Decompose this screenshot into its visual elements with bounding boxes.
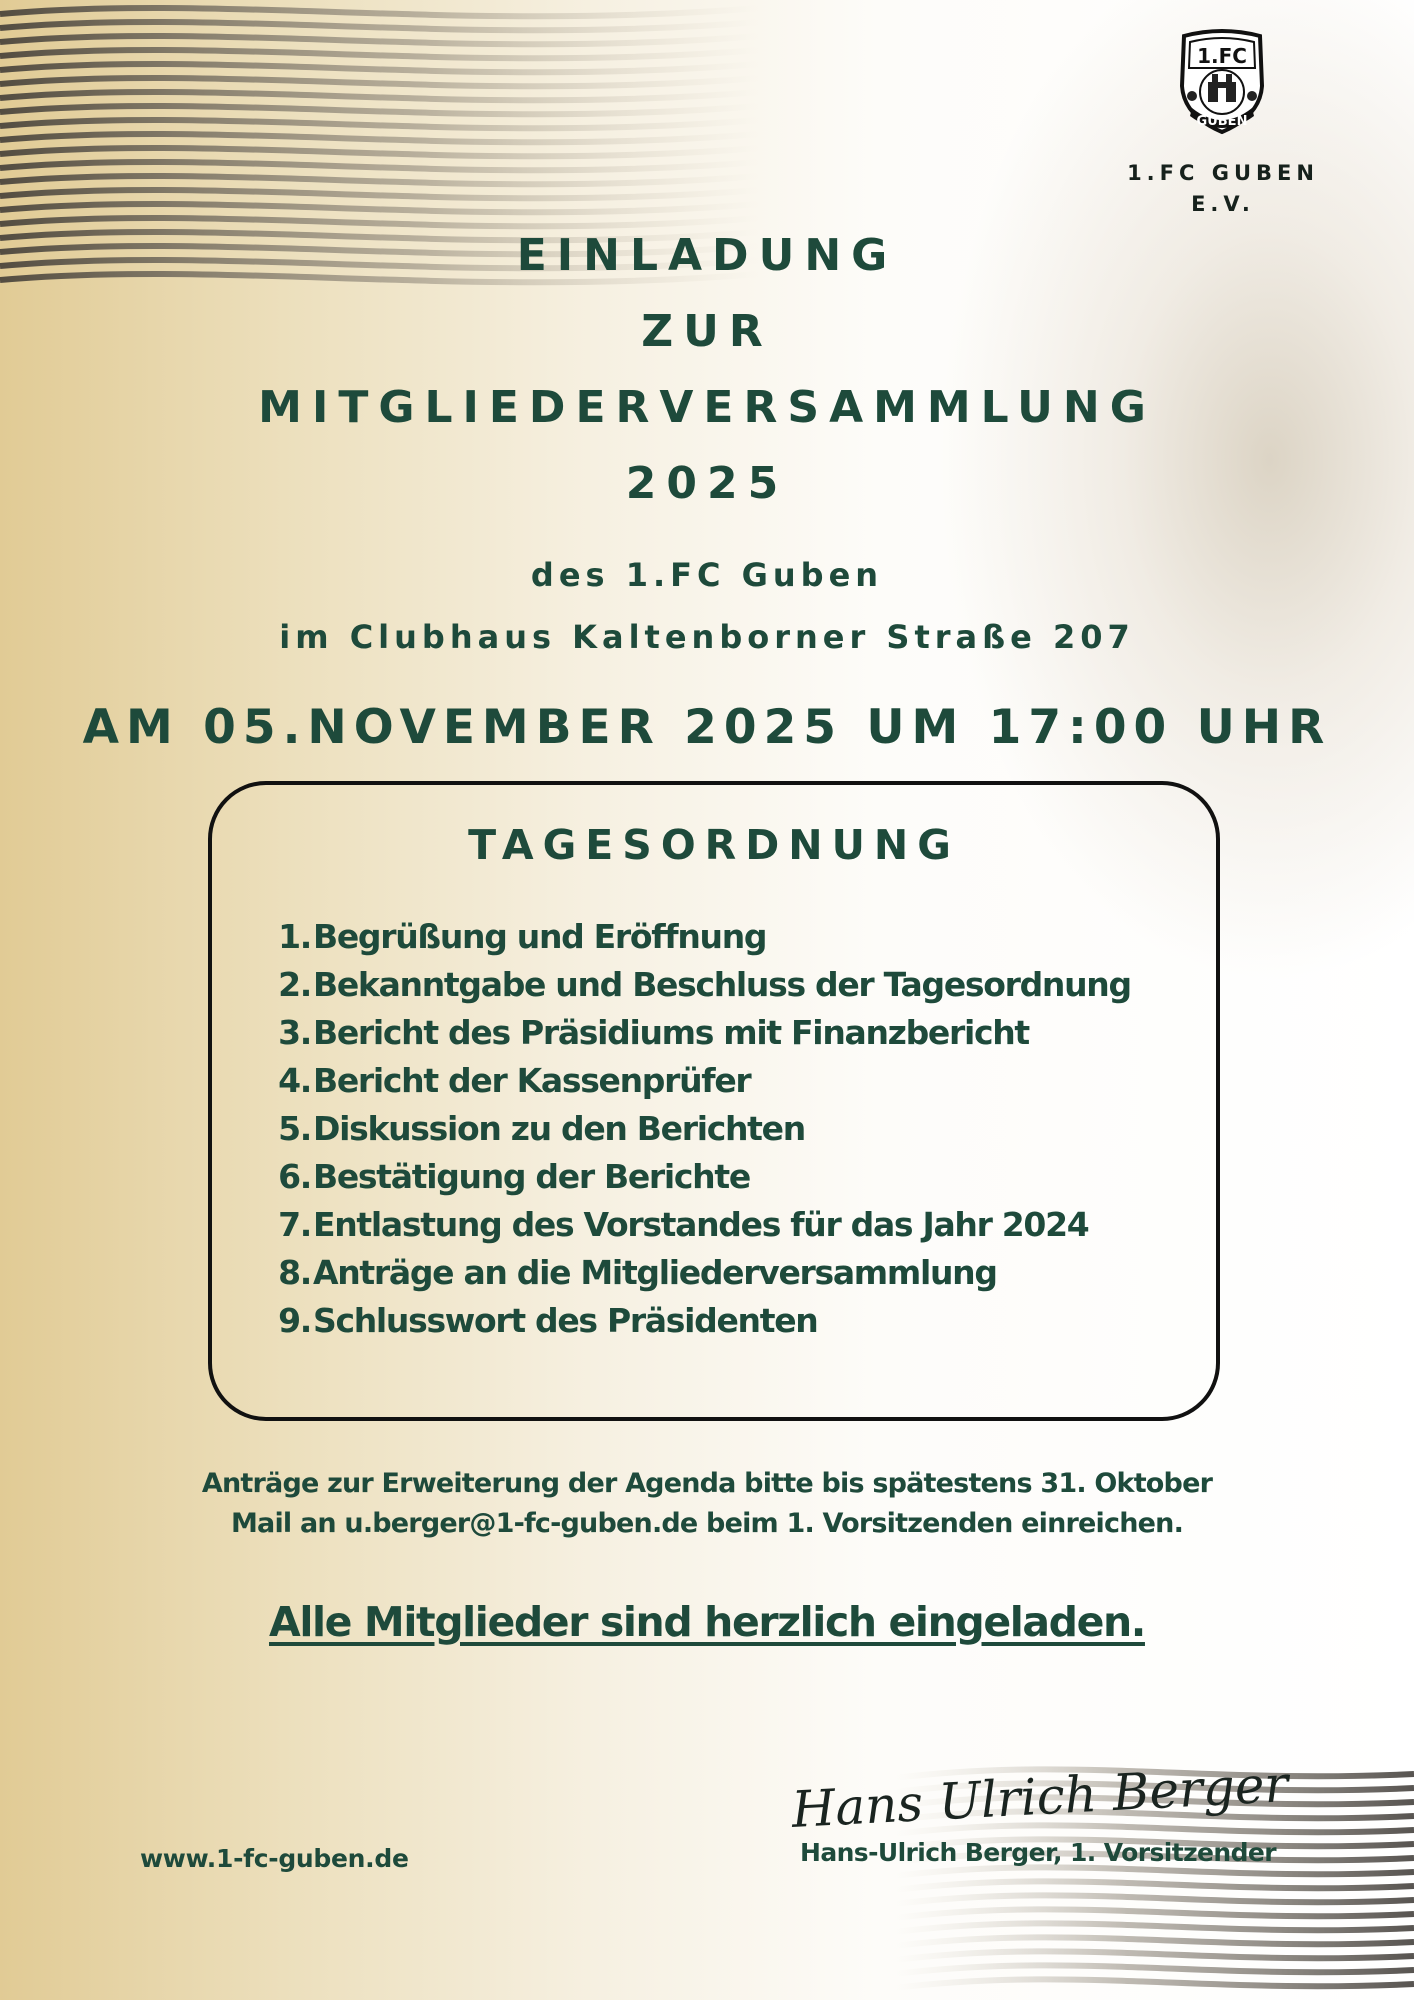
club-name-line2: E.V.: [1191, 192, 1255, 216]
agenda-item: [272, 1009, 1131, 1057]
title-line3: MITGLIEDERVERSAMMLUNG: [258, 382, 1156, 433]
decorative-stripe: [0, 120, 760, 128]
agenda-item-text: Diskussion zu den Berichten: [313, 1109, 805, 1148]
handwritten-signature: [790, 1748, 1290, 1839]
agenda-item-text: Bericht des Präsidiums mit Finanzbericht: [313, 1013, 1029, 1052]
svg-text:GUBEN: GUBEN: [1196, 114, 1248, 129]
agenda-item-number: 7.: [278, 1205, 311, 1244]
agenda-item: [272, 1249, 1131, 1297]
signer-name: Hans-Ulrich Berger, 1. Vorsitzender: [800, 1838, 1276, 1867]
agenda-item-text: Bericht der Kassenprüfer: [313, 1061, 751, 1100]
agenda-item-number: 8.: [278, 1253, 311, 1292]
decorative-stripe: [894, 1895, 1414, 1904]
title-line2: ZUR: [641, 306, 773, 357]
agenda-item: [272, 1297, 1131, 1345]
decorative-stripe: [894, 1965, 1414, 1974]
title-line4: 2025: [625, 458, 789, 509]
agenda-item-text: Entlastung des Vorstandes für das Jahr 2024: [313, 1205, 1089, 1244]
submission-note-line1: Anträge zur Erweiterung der Agenda bitte bis spätestens 31. Oktober: [201, 1468, 1213, 1499]
title-line1: EINLADUNG: [516, 230, 898, 281]
decorative-stripe: [0, 148, 760, 156]
subtitle-venue: im Clubhaus Kaltenborner Straße 207: [279, 618, 1135, 656]
agenda-item-number: 1.: [278, 917, 311, 956]
decorative-stripe: [894, 1937, 1414, 1946]
agenda-item-text: Bestätigung der Berichte: [313, 1157, 750, 1196]
agenda-list: [272, 913, 1131, 1345]
agenda-item-number: 3.: [278, 1013, 311, 1052]
decorative-stripe: [894, 1881, 1414, 1890]
submission-note-line2: Mail an u.berger@1-fc-guben.de beim 1. Vorsitzenden einreichen.: [230, 1508, 1184, 1539]
decorative-stripe: [0, 204, 760, 212]
agenda-item-text: Bekanntgabe und Beschluss der Tagesordnung: [313, 965, 1131, 1004]
decorative-stripe: [894, 1951, 1414, 1960]
decorative-stripe: [894, 1909, 1414, 1918]
decorative-stripe: [0, 190, 760, 198]
decorative-stripe: [0, 64, 760, 72]
agenda-item-text: Begrüßung und Eröffnung: [313, 917, 767, 956]
subtitle-club: des 1.FC Guben: [530, 556, 884, 594]
event-date: AM 05.NOVEMBER 2025 UM 17:00 UHR: [82, 700, 1332, 755]
svg-text:1.FC: 1.FC: [1197, 44, 1247, 68]
decorative-stripe: [0, 162, 760, 170]
decorative-stripe: [894, 1867, 1414, 1876]
agenda-item-text: Schlusswort des Präsidenten: [313, 1301, 818, 1340]
decorative-stripe: [0, 50, 760, 58]
decorative-stripe: [894, 1979, 1414, 1988]
agenda-item: [272, 961, 1131, 1009]
agenda-item: [272, 1057, 1131, 1105]
agenda-item: [272, 1201, 1131, 1249]
agenda-item-text: Anträge an die Mitgliederversammlung: [313, 1253, 997, 1292]
agenda-box: [208, 781, 1220, 1421]
page-title: [0, 218, 1414, 522]
decorative-stripe: [894, 1923, 1414, 1932]
club-name: [1100, 158, 1346, 220]
agenda-heading: TAGESORDNUNG: [468, 821, 960, 869]
decorative-stripe: [0, 78, 760, 86]
decorative-stripe: [0, 92, 760, 100]
website-link[interactable]: www.1-fc-guben.de: [140, 1844, 409, 1873]
decorative-stripe: [0, 8, 760, 16]
agenda-item-number: 9.: [278, 1301, 311, 1340]
decorative-stripe: [0, 176, 760, 184]
agenda-item-number: 5.: [278, 1109, 311, 1148]
decorative-stripe: [0, 134, 760, 142]
club-name-line1: 1.FC GUBEN: [1127, 161, 1319, 185]
svg-text:Hans Ulrich Berger: Hans Ulrich Berger: [790, 1755, 1290, 1839]
agenda-item: [272, 1105, 1131, 1153]
agenda-item: [272, 1153, 1131, 1201]
club-logo: [1170, 28, 1274, 138]
decorative-stripe: [0, 36, 760, 44]
agenda-item: [272, 913, 1131, 961]
invitation-message: Alle Mitglieder sind herzlich eingeladen.: [269, 1598, 1145, 1646]
decorative-stripe: [0, 106, 760, 114]
agenda-item-number: 2.: [278, 965, 311, 1004]
decorative-stripe: [0, 22, 760, 30]
agenda-item-number: 6.: [278, 1157, 311, 1196]
agenda-item-number: 4.: [278, 1061, 311, 1100]
